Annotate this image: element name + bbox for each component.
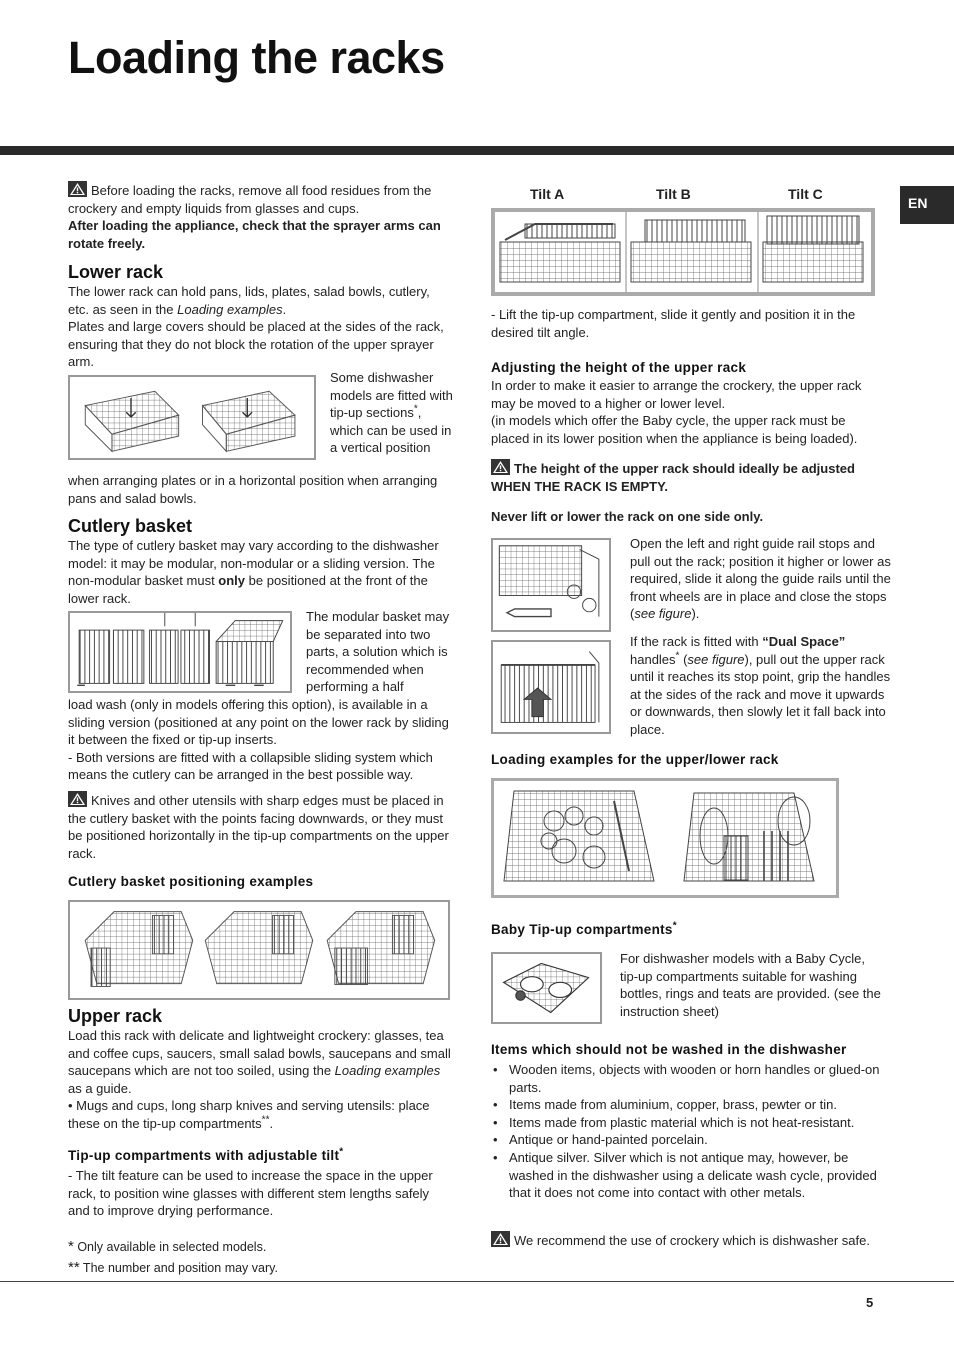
cutlery-p1: The type of cutlery basket may vary according to the dishwasher model: it may be modular, non-modular or a sliding version. The non-modular basket must only be positioned at the front of the lower rack. [68,538,439,606]
cutlery-heading: Cutlery basket [68,516,193,536]
cutlery-positioning-figure [68,900,450,1000]
footer-rule [0,1281,954,1282]
baby-text: For dishwasher models with a Baby Cycle, tip-up compartments suitable for washing bottles, rings and teats are provided. (see the instruction sheet) [620,951,881,1019]
never-lift-text: Never lift or lower the rack on one side only. [491,509,764,524]
footnote-1: * Only available in selected models. [68,1238,267,1255]
tilt-caption: - Lift the tip-up compartment, slide it gently and position it in the desired tilt angle. [491,307,856,340]
recommend-note: We recommend the use of crockery which is dishwasher safe. [491,1231,901,1250]
guide-rail-figure [491,538,611,632]
not-washed-section [491,1040,887,1202]
adjusting-p2: (in models which offer the Baby cycle, the upper rack must be placed in its lower position when the appliance is being loaded). [491,413,858,446]
tilt-b-label: Tilt B [656,186,691,202]
cutlery-examples-heading: Cutlery basket positioning examples [68,874,314,889]
not-washed-heading: Items which should not be washed in the dishwasher [491,1042,847,1057]
cutlery-side-text: The modular basket may be separated into two parts, a solution which is recommended when performing a half [306,609,450,695]
lower-rack-heading: Lower rack [68,262,164,282]
page-title: Loading the racks [68,32,445,83]
warning-icon [491,459,510,475]
upper-rack-p1: Load this rack with delicate and lightweight crockery: glasses, tea and coffee cups, saucers, small salad bowls, saucepans and small saucepans which are not too soiled, using the Loading examples as a guide. [68,1028,451,1096]
footnotes [68,1238,454,1277]
tilt-c-label: Tilt C [788,186,823,202]
lower-rack-p2: Plates and large covers should be placed at the sides of the rack, ensuring that they do not block the rotation of the upper sprayer arm. [68,319,444,370]
tilt-section [68,1147,454,1220]
list-item: • Antique silver. Silver which is not antique may, however, be washed in the dishwasher using a delicate wash cycle, provided that it does not come into contact with other metals. [491,1149,887,1202]
baby-heading: Baby Tip-up compartments* [491,920,677,937]
loading-examples-heading: Loading examples for the upper/lower rack [491,752,779,767]
lower-rack-p1: The lower rack can hold pans, lids, plates, salad bowls, cutlery, etc. as seen in the Loading examples. [68,284,430,317]
knife-warning: Knives and other utensils with sharp edges must be placed in the cutlery basket with the points facing downwards, or they must be positioned horizontally in the tip-up compartments on the upper rack. [68,793,449,861]
warning-icon [68,181,87,197]
list-item: • Wooden items, objects with wooden or horn handles or glued-on parts. [491,1061,887,1096]
adjusting-heading: Adjusting the height of the upper rack [491,360,747,375]
lower-rack-after: when arranging plates or in a horizontal position when arranging pans and salad bowls. [68,473,438,506]
upper-rack-section [68,1005,454,1133]
language-tab: EN [900,186,954,224]
list-item: • Items made from aluminium, copper, brass, pewter or tin. [491,1096,887,1114]
tilt-text: - The tilt feature can be used to increase the space in the upper rack, to position wine glasses with different stem lengths safely and to improve drying performance. [68,1168,433,1219]
tilt-a-label: Tilt A [530,186,565,202]
warning-icon [68,791,87,807]
lower-rack-figure [68,375,316,460]
dual-space-figure [491,640,611,734]
tilt-figure [491,208,875,296]
upper-rack-heading: Upper rack [68,1006,163,1026]
cutlery-basket-figure [68,611,292,693]
dual-space-text: If the rack is fitted with “Dual Space” handles* (see figure), pull out the upper rack until it reaches its stop point, grip the handles at the sides of the rack and move it upwards or downwards, then slowly let it fall back into place. [630,634,891,737]
lower-rack-side-text: Some dishwasher models are fitted with tip-up sections*, which can be used in a vertical position [330,370,453,456]
height-warning: The height of the upper rack should ideally be adjusted WHEN THE RACK IS EMPTY. [491,461,855,494]
header-rule [0,146,954,155]
guide-rail-text: Open the left and right guide rail stops and pull out the rack; position it higher or lower as required, slide it along the guide rails until the front wheels are in place and close the stops (see figure). [630,536,891,622]
intro-bold: After loading the appliance, check that the sprayer arms can rotate freely. [68,218,441,251]
cutlery-after: load wash (only in models offering this option), is available in a sliding version (positioned at any point on the lower rack by sliding it between the fixed or tip-up inserts. - Both versions are fitted with a collapsible sliding system which means the cutlery can be arranged in the best possible way. [68,697,449,783]
upper-rack-p2: • Mugs and cups, long sharp knives and serving utensils: place these on the tip-up compartments**. [68,1098,430,1131]
warning-icon [491,1231,510,1247]
baby-compartment-figure [491,952,602,1024]
footnote-2: ** The number and position may vary. [68,1258,278,1276]
intro-block [68,181,454,252]
tilt-heading: Tip-up compartments with adjustable tilt* [68,1146,344,1163]
intro-text: Before loading the racks, remove all food residues from the crockery and empty liquids from glasses and cups. [68,183,432,216]
list-item: • Items made from plastic material which is not heat-resistant. [491,1114,887,1132]
list-item: • Antique or hand-painted porcelain. [491,1131,887,1149]
lower-rack-section [68,261,454,371]
adjusting-section [491,359,881,447]
cutlery-section [68,515,454,607]
loading-examples-figure [491,778,839,898]
adjusting-p1: In order to make it easier to arrange the crockery, the upper rack may be moved to a higher or lower level. [491,378,862,411]
not-washed-list [491,1061,887,1202]
page-number: 5 [866,1295,874,1310]
